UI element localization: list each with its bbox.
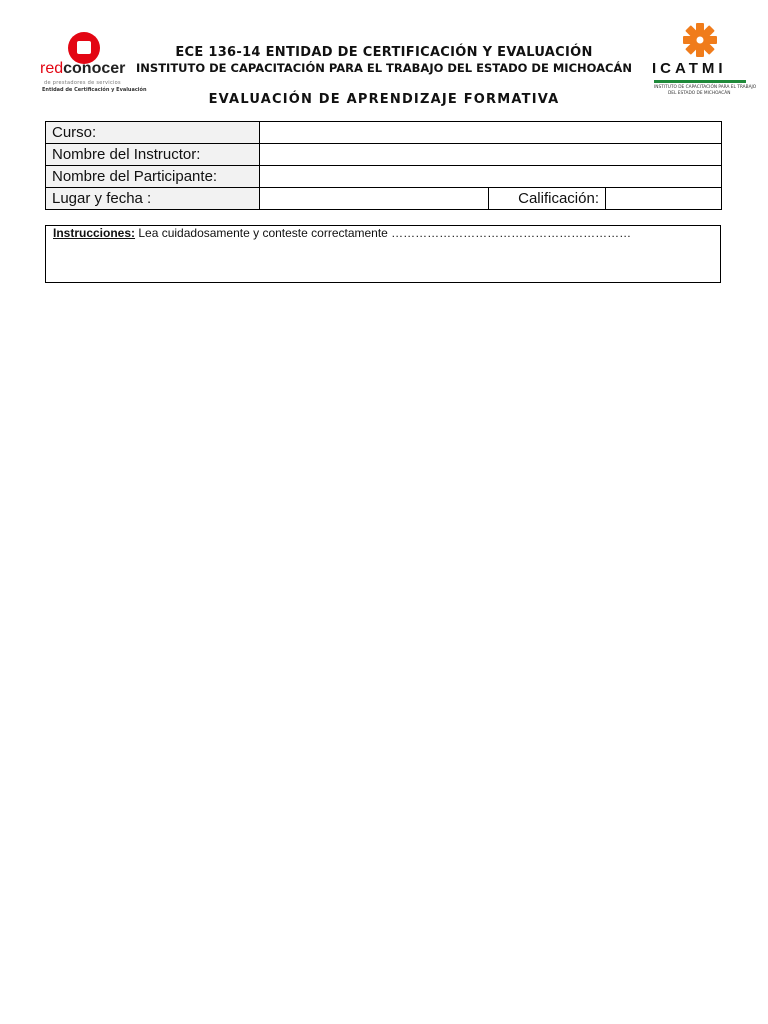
instructor-label: Nombre del Instructor: — [46, 144, 260, 166]
red-conocer-tagline: de prestadores de servicios — [44, 80, 121, 86]
lugar-fecha-field[interactable] — [260, 188, 489, 210]
participant-info-table — [45, 121, 722, 210]
instructions-line — [53, 226, 631, 240]
curso-field[interactable] — [260, 122, 722, 144]
icatmi-wordmark: ICATMI — [652, 60, 727, 77]
instructions-label: Instrucciones: — [53, 226, 136, 240]
icatmi-subtitle-line1: INSTITUTO DE CAPACITACIÓN PARA EL TRABAJO — [654, 85, 757, 90]
icatmi-gear-icon — [682, 22, 718, 58]
instructions-text: Lea cuidadosamente y conteste correctamente …………………………………………………… — [135, 226, 632, 240]
document-title-entity: ECE 136-14 ENTIDAD DE CERTIFICACIÓN Y EVALUACIÓN — [175, 45, 593, 60]
participante-field[interactable] — [260, 166, 722, 188]
table-row — [46, 122, 722, 144]
red-conocer-wordmark: redconocer — [40, 60, 126, 77]
icatmi-logo — [650, 22, 757, 102]
calificacion-label: Calificación: — [489, 188, 606, 210]
calificacion-field[interactable] — [606, 188, 722, 210]
table-row — [46, 144, 722, 166]
document-title-evaluation: EVALUACIÓN DE APRENDIZAJE FORMATIVA — [208, 92, 560, 107]
red-conocer-subtitle: Entidad de Certificación y Evaluación — [42, 87, 147, 93]
document-title-institute: INSTITUTO DE CAPACITACIÓN PARA EL TRABAJO DEL ESTADO DE MICHOACÁN — [136, 61, 632, 75]
instructions-box — [45, 225, 721, 283]
instructor-field[interactable] — [260, 144, 722, 166]
participante-label: Nombre del Participante: — [46, 166, 260, 188]
icatmi-subtitle-line2: DEL ESTADO DE MICHOACÁN — [668, 91, 731, 96]
lugar-fecha-label: Lugar y fecha : — [46, 188, 260, 210]
table-row — [46, 166, 722, 188]
icatmi-green-bar — [654, 80, 746, 83]
curso-label: Curso: — [46, 122, 260, 144]
table-row — [46, 188, 722, 210]
